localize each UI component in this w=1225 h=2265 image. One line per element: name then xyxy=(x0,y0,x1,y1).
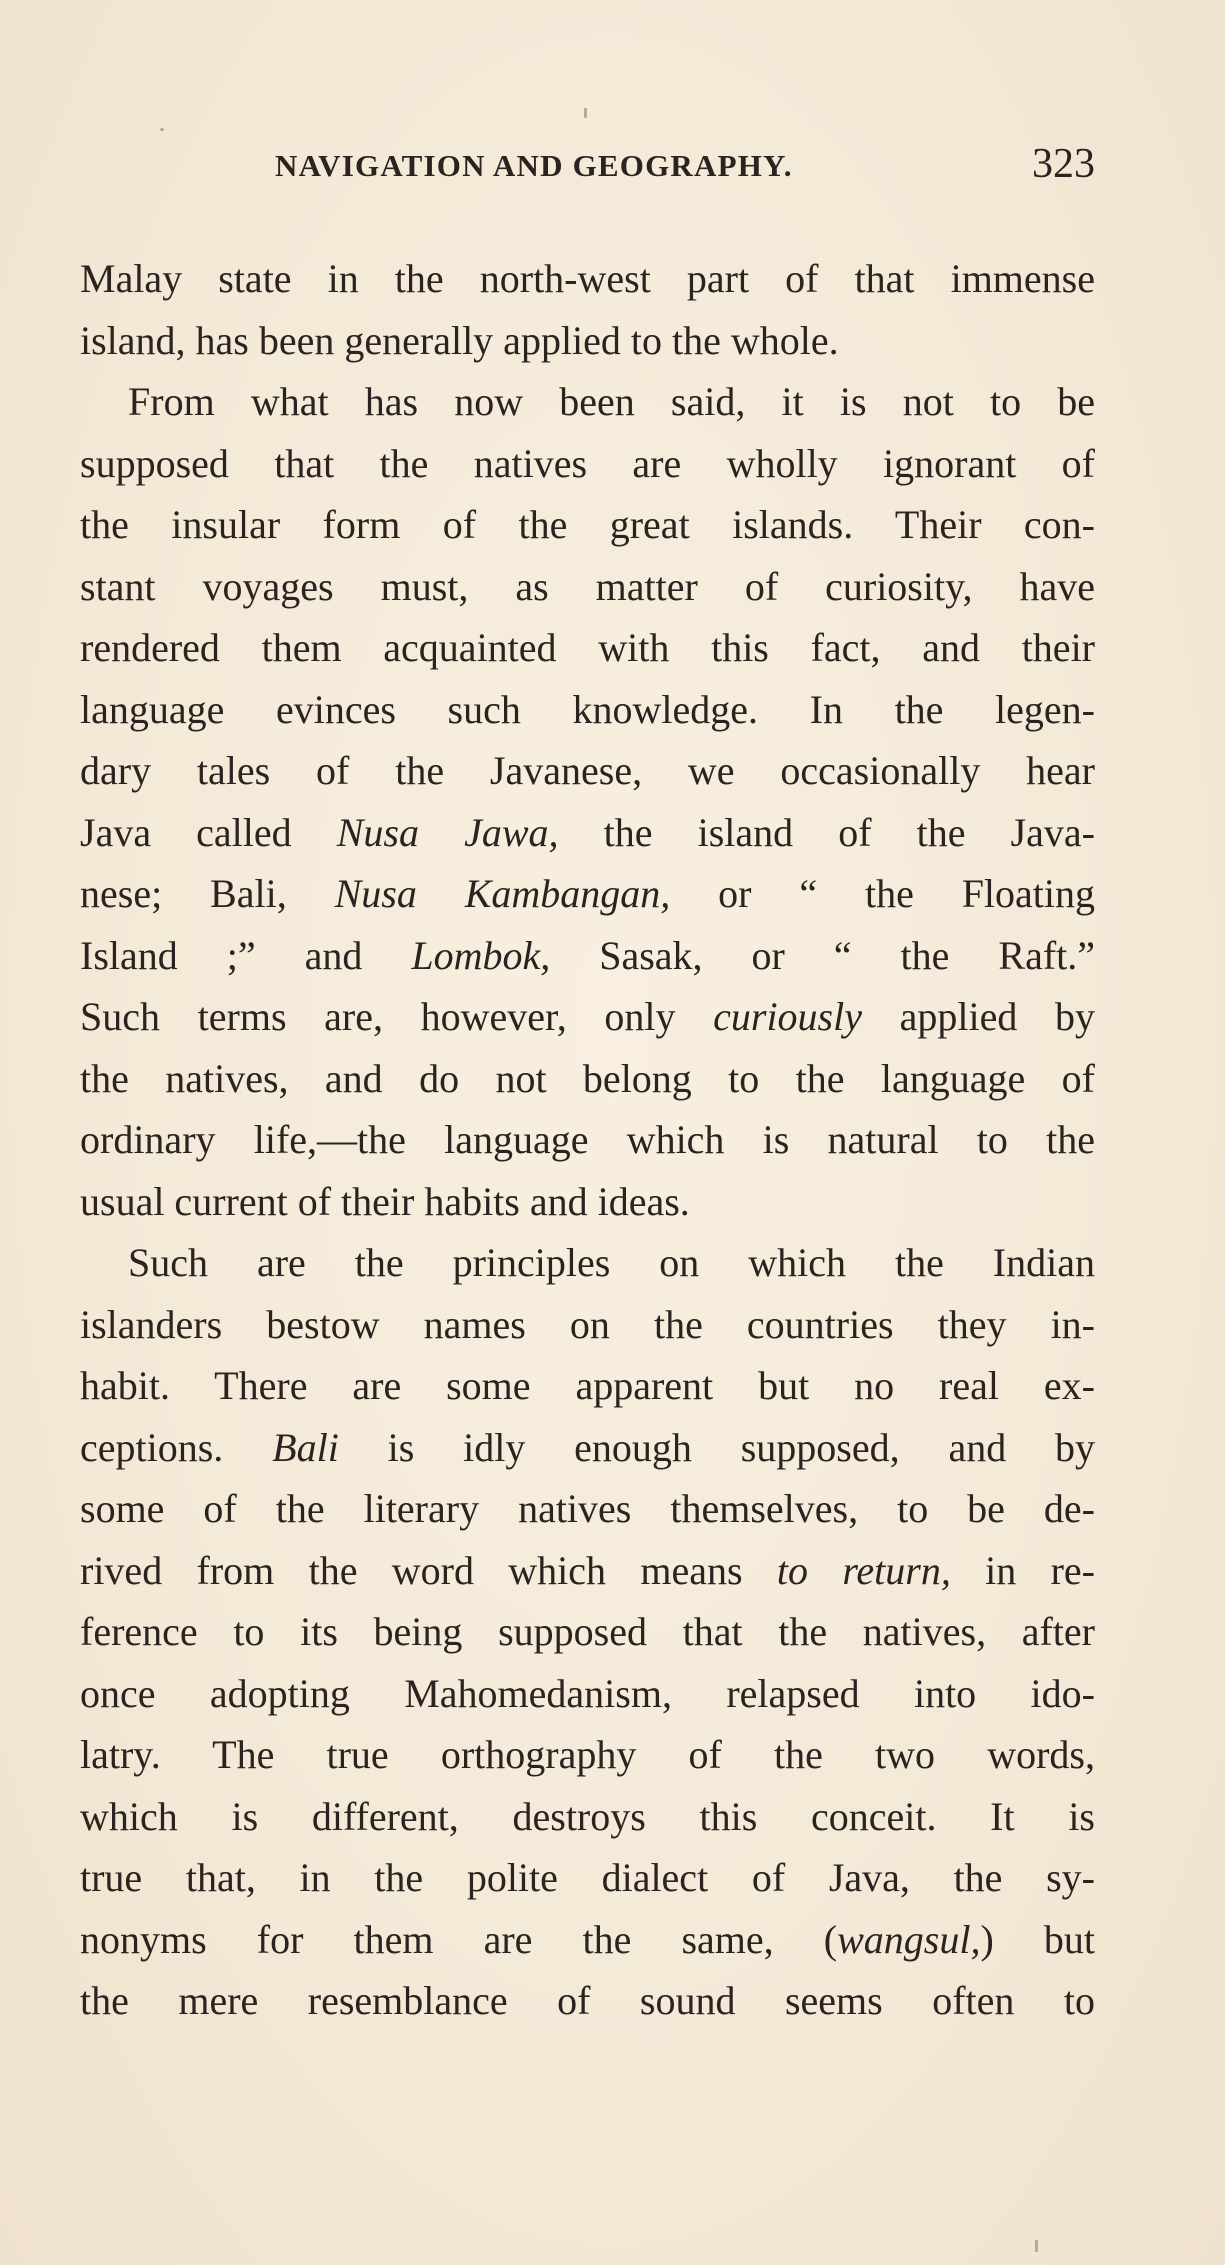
text-line: some of the literary natives themselves, to be de- xyxy=(80,1486,1095,1531)
body-text xyxy=(80,248,1095,2032)
text-run: Island ;” and xyxy=(80,932,363,978)
text-run: in re- xyxy=(985,1547,1095,1593)
text-run: Java called xyxy=(80,809,292,855)
page-number: 323 xyxy=(1032,141,1095,187)
text-line xyxy=(80,925,1095,987)
text-run: ceptions. xyxy=(80,1424,224,1470)
text-run: or “ the Floating xyxy=(718,871,1095,916)
text-line: From what has now been said, it is not to be xyxy=(128,379,1095,424)
text-line: Such are the principles on which the Indian xyxy=(128,1240,1095,1285)
paper-speck xyxy=(584,108,587,118)
text-line: true that, in the polite dialect of Java, the sy- xyxy=(80,1855,1095,1900)
text-line: ordinary life,—the language which is natural to the xyxy=(80,1117,1095,1162)
italic-term: Nusa Jawa, xyxy=(336,809,559,855)
text-run: ) but xyxy=(980,1916,1095,1962)
italic-term: Bali xyxy=(272,1424,339,1470)
text-run: the island of the Java- xyxy=(603,809,1095,855)
text-line: the natives, and do not belong to the language of xyxy=(80,1055,1095,1101)
text-run: applied by xyxy=(899,994,1095,1039)
text-run: nese; Bali, xyxy=(80,871,287,916)
text-line: ference to its being supposed that the natives, after xyxy=(80,1609,1095,1654)
text-line xyxy=(80,802,1095,864)
text-line xyxy=(80,1540,1095,1602)
text-line: the mere resemblance of sound seems often to xyxy=(80,1978,1095,2023)
text-line: rendered them acquainted with this fact, and their xyxy=(80,625,1095,670)
text-line: island, has been generally applied to the whole. xyxy=(80,317,839,363)
paper-speck xyxy=(1035,2240,1038,2252)
text-run: nonyms for them are the same, ( xyxy=(80,1916,838,1962)
italic-term: curiously xyxy=(713,994,862,1039)
paper-speck xyxy=(160,128,164,131)
text-run: rived from the word which means xyxy=(80,1547,743,1593)
running-head: NAVIGATION AND GEOGRAPHY. xyxy=(275,148,793,183)
text-line: habit. There are some apparent but no real ex- xyxy=(80,1363,1095,1408)
text-line: supposed that the natives are wholly ignorant of xyxy=(80,440,1095,486)
text-line: usual current of their habits and ideas. xyxy=(80,1178,690,1224)
text-line xyxy=(80,1417,1095,1479)
text-line xyxy=(80,986,1095,1048)
page-header xyxy=(80,140,1095,190)
italic-term: Lombok, xyxy=(411,932,551,978)
text-line: once adopting Mahomedanism, relapsed into ido- xyxy=(80,1670,1095,1716)
text-line: Malay state in the north-west part of that immense xyxy=(80,256,1095,301)
text-line: dary tales of the Javanese, we occasionally hear xyxy=(80,748,1095,793)
text-run: is idly enough supposed, and by xyxy=(387,1424,1095,1470)
text-line: islanders bestow names on the countries they in- xyxy=(80,1301,1095,1347)
italic-term: wangsul, xyxy=(837,1916,981,1962)
text-line xyxy=(80,863,1095,925)
text-line xyxy=(80,1909,1095,1971)
italic-term: Nusa Kambangan, xyxy=(334,871,671,916)
text-run: Sasak, or “ the Raft.” xyxy=(599,932,1095,978)
italic-term: to return, xyxy=(776,1547,951,1593)
text-run: Such terms are, however, only xyxy=(80,994,676,1039)
text-line: language evinces such knowledge. In the legen- xyxy=(80,686,1095,732)
text-line: which is different, destroys this conceit. It is xyxy=(80,1793,1095,1839)
text-line: latry. The true orthography of the two words, xyxy=(80,1732,1095,1777)
text-line: the insular form of the great islands. Their con- xyxy=(80,502,1095,547)
text-line: stant voyages must, as matter of curiosity, have xyxy=(80,563,1095,609)
